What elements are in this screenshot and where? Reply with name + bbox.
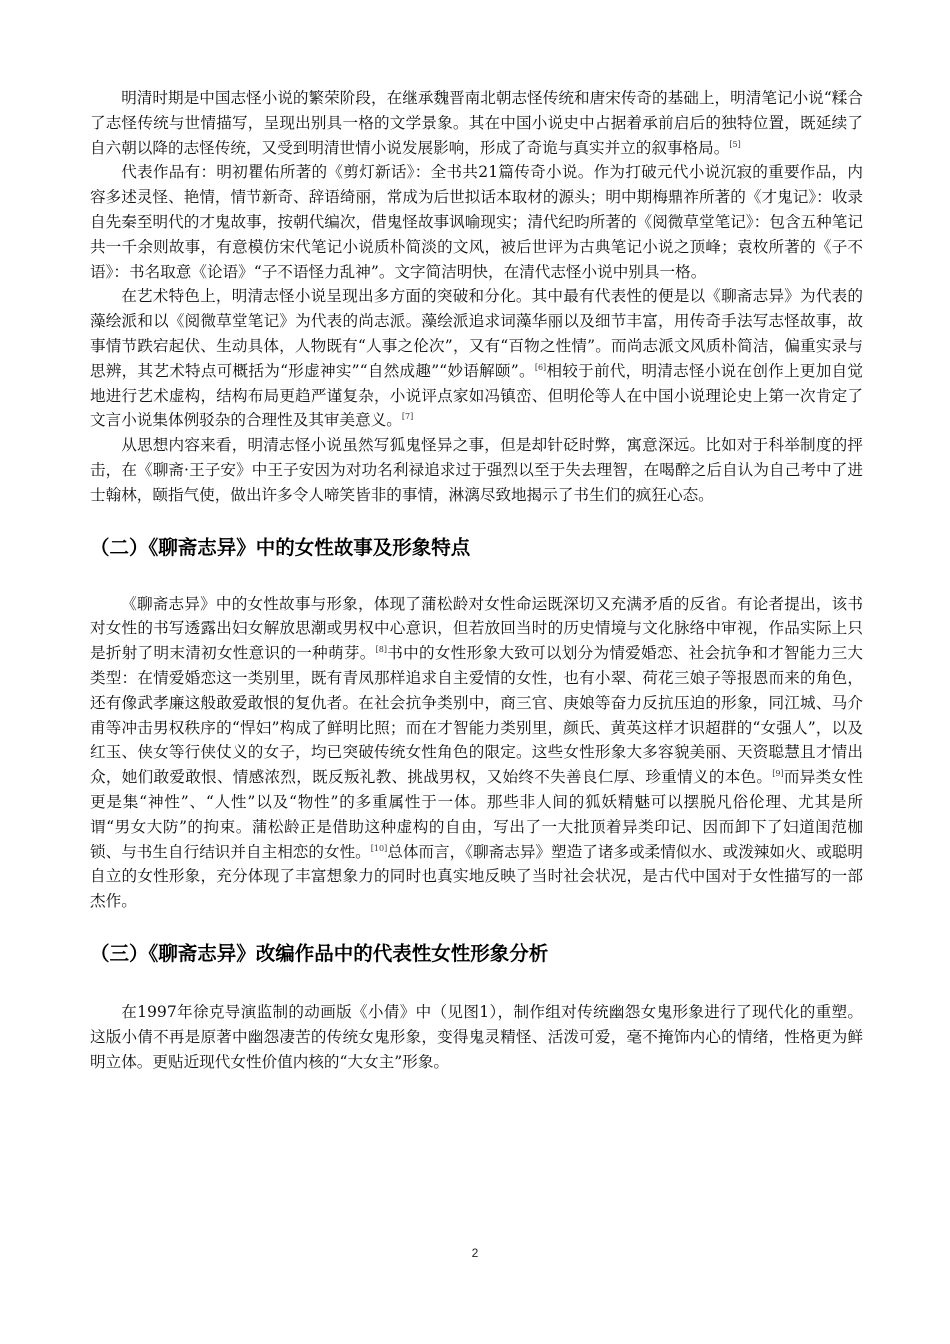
paragraph-artistic-features: 在艺术特色上，明清志怪小说呈现出多方面的突破和分化。其中最有代表性的便是以《聊斋志异》为代表的藻绘派和以《阅微草堂笔记》为代表的尚志派。藻绘派追求词藻华丽以及细节丰富，用传奇手法写志怪故事，故事情节跌宕起伏、生动具体，人物既有“人事之伦次”，又有“百物之性情”。而尚志派文风质朴简洁，偏重实录与思辨，其艺术特点可概括为“形虚神实”“自然成趣”“妙语解颐”。[6]相较于前代，明清志怪小说在创作上更加自觉地进行艺术虚构，结构布局更趋严谨复杂，小说评点家如冯镇峦、但明伦等人在中国小说理论史上第一次肯定了文言小说集体例驳杂的合理性及其审美意义。[7] (90, 287, 863, 430)
page-number: 2 (471, 1246, 479, 1260)
citation-ref: [5] (729, 139, 741, 149)
paragraph-ming-qing-overview: 明清时期是中国志怪小说的繁荣阶段，在继承魏晋南北朝志怪传统和唐宋传奇的基础上，明清笔记小说“糅合了志怪传统与世情描写，呈现出别具一格的文学景象。其在中国小说史中占据着承前启后的独特位置，既延续了自六朝以降的志怪传统，又受到明清世情小说发展影响，形成了奇诡与真实并立的叙事格局。[5] (90, 89, 863, 157)
citation-ref: [6] (534, 362, 547, 372)
paragraph-representative-works: 代表作品有：明初瞿佑所著的《剪灯新话》：全书共21篇传奇小说。作为打破元代小说沉寂的重要作品，内容多述灵怪、艳情，情节新奇、辞语绮丽，常成为后世拟话本取材的源头；明中期梅鼎祚所著的《才鬼记》：收录自先秦至明代的才鬼故事，按朝代编次，借鬼怪故事讽喻现实；清代纪昀所著的《阅微草堂笔记》：包含五种笔记共一千余则故事，有意模仿宋代笔记小说质朴简淡的文风，被后世评为古典笔记小说之顶峰；袁枚所著的《子不语》：书名取意《论语》“子不语怪力乱神”。文字简洁明快，在清代志怪小说中别具一格。 (90, 163, 863, 281)
citation-ref: [7] (401, 412, 414, 422)
citation-ref: [8] (375, 644, 387, 654)
section-heading-female-stories: （二）《聊斋志异》中的女性故事及形象特点 (90, 535, 471, 559)
paragraph-ideological-content: 从思想内容来看，明清志怪小说虽然写狐鬼怪异之事，但是却针砭时弊，寓意深远。比如对于科举制度的抨击，在《聊斋·王子安》中王子安因为对功名利禄追求过于强烈以至于失去理智，在喝醉之后自认为自己考中了进士翰林，颐指气使，做出许多令人啼笑皆非的事情，淋漓尽致地揭示了书生们的疯狂心态。 (90, 436, 863, 504)
paragraph-xiaoqian-adaptation: 在1997年徐克导演监制的动画版《小倩》中（见图1），制作组对传统幽怨女鬼形象进行了现代化的重塑。这版小倩不再是原著中幽怨凄苦的传统女鬼形象，变得鬼灵精怪、活泼可爱，毫不掩饰内心的情绪，性格更为鲜明立体。更贴近现代女性价值内核的“大女主”形象。 (90, 1002, 863, 1071)
paragraph-female-images: 《聊斋志异》中的女性故事与形象，体现了蒲松龄对女性命运既深切又充满矛盾的反省。有论者提出，该书对女性的书写透露出妇女解放思潮或男权中心意识，但若放回当时的历史情境与文化脉络中审视，作品实际上只是折射了明末清初女性意识的一种萌芽。[8]书中的女性形象大致可以划分为情爱婚恋、社会抗争和才智能力三大类型：在情爱婚恋这一类别里，既有青凤那样追求自主爱情的女性，也有小翠、荷花三娘子等报恩而来的角色，还有像武孝廉这般敢爱敢恨的复仇者。在社会抗争类别中，商三官、庚娘等奋力反抗压迫的形象，同江城、马介甫等冲击男权秩序的“悍妇”构成了鲜明比照；而在才智能力类别里，颜氏、黄英这样才识超群的“女强人”，以及红玉、侠女等行侠仗义的女子，均已突破传统女性角色的限定。这些女性形象大多容貌美丽、天资聪慧且才情出众，她们敢爱敢恨、情感浓烈，既反叛礼教、挑战男权，又始终不失善良仁厚、珍重情义的本色。[9]而异类女性更是集“神性”、“人性”以及“物性”的多重属性于一体。那些非人间的狐妖精魅可以摆脱凡俗伦理、尤其是所谓“男女大防”的拘束。蒲松龄正是借助这种虚构的自由，写出了一大批顶着异类印记、因而卸下了妇道闺范枷锁、与书生自行结识并自主相恋的女性。[10]总体而言，《聊斋志异》塑造了诸多或柔情似水、或泼辣如火、或聪明自立的女性形象，充分体现了丰富想象力的同时也真实地反映了当时社会状况，是古代中国对于女性描写的一部杰作。 (90, 594, 863, 911)
section-heading-adaptation-analysis: （三）《聊斋志异》改编作品中的代表性女性形象分析 (90, 941, 549, 965)
citation-ref: [9] (772, 768, 784, 778)
document-body (90, 86, 863, 1074)
citation-ref: [10] (370, 843, 388, 853)
